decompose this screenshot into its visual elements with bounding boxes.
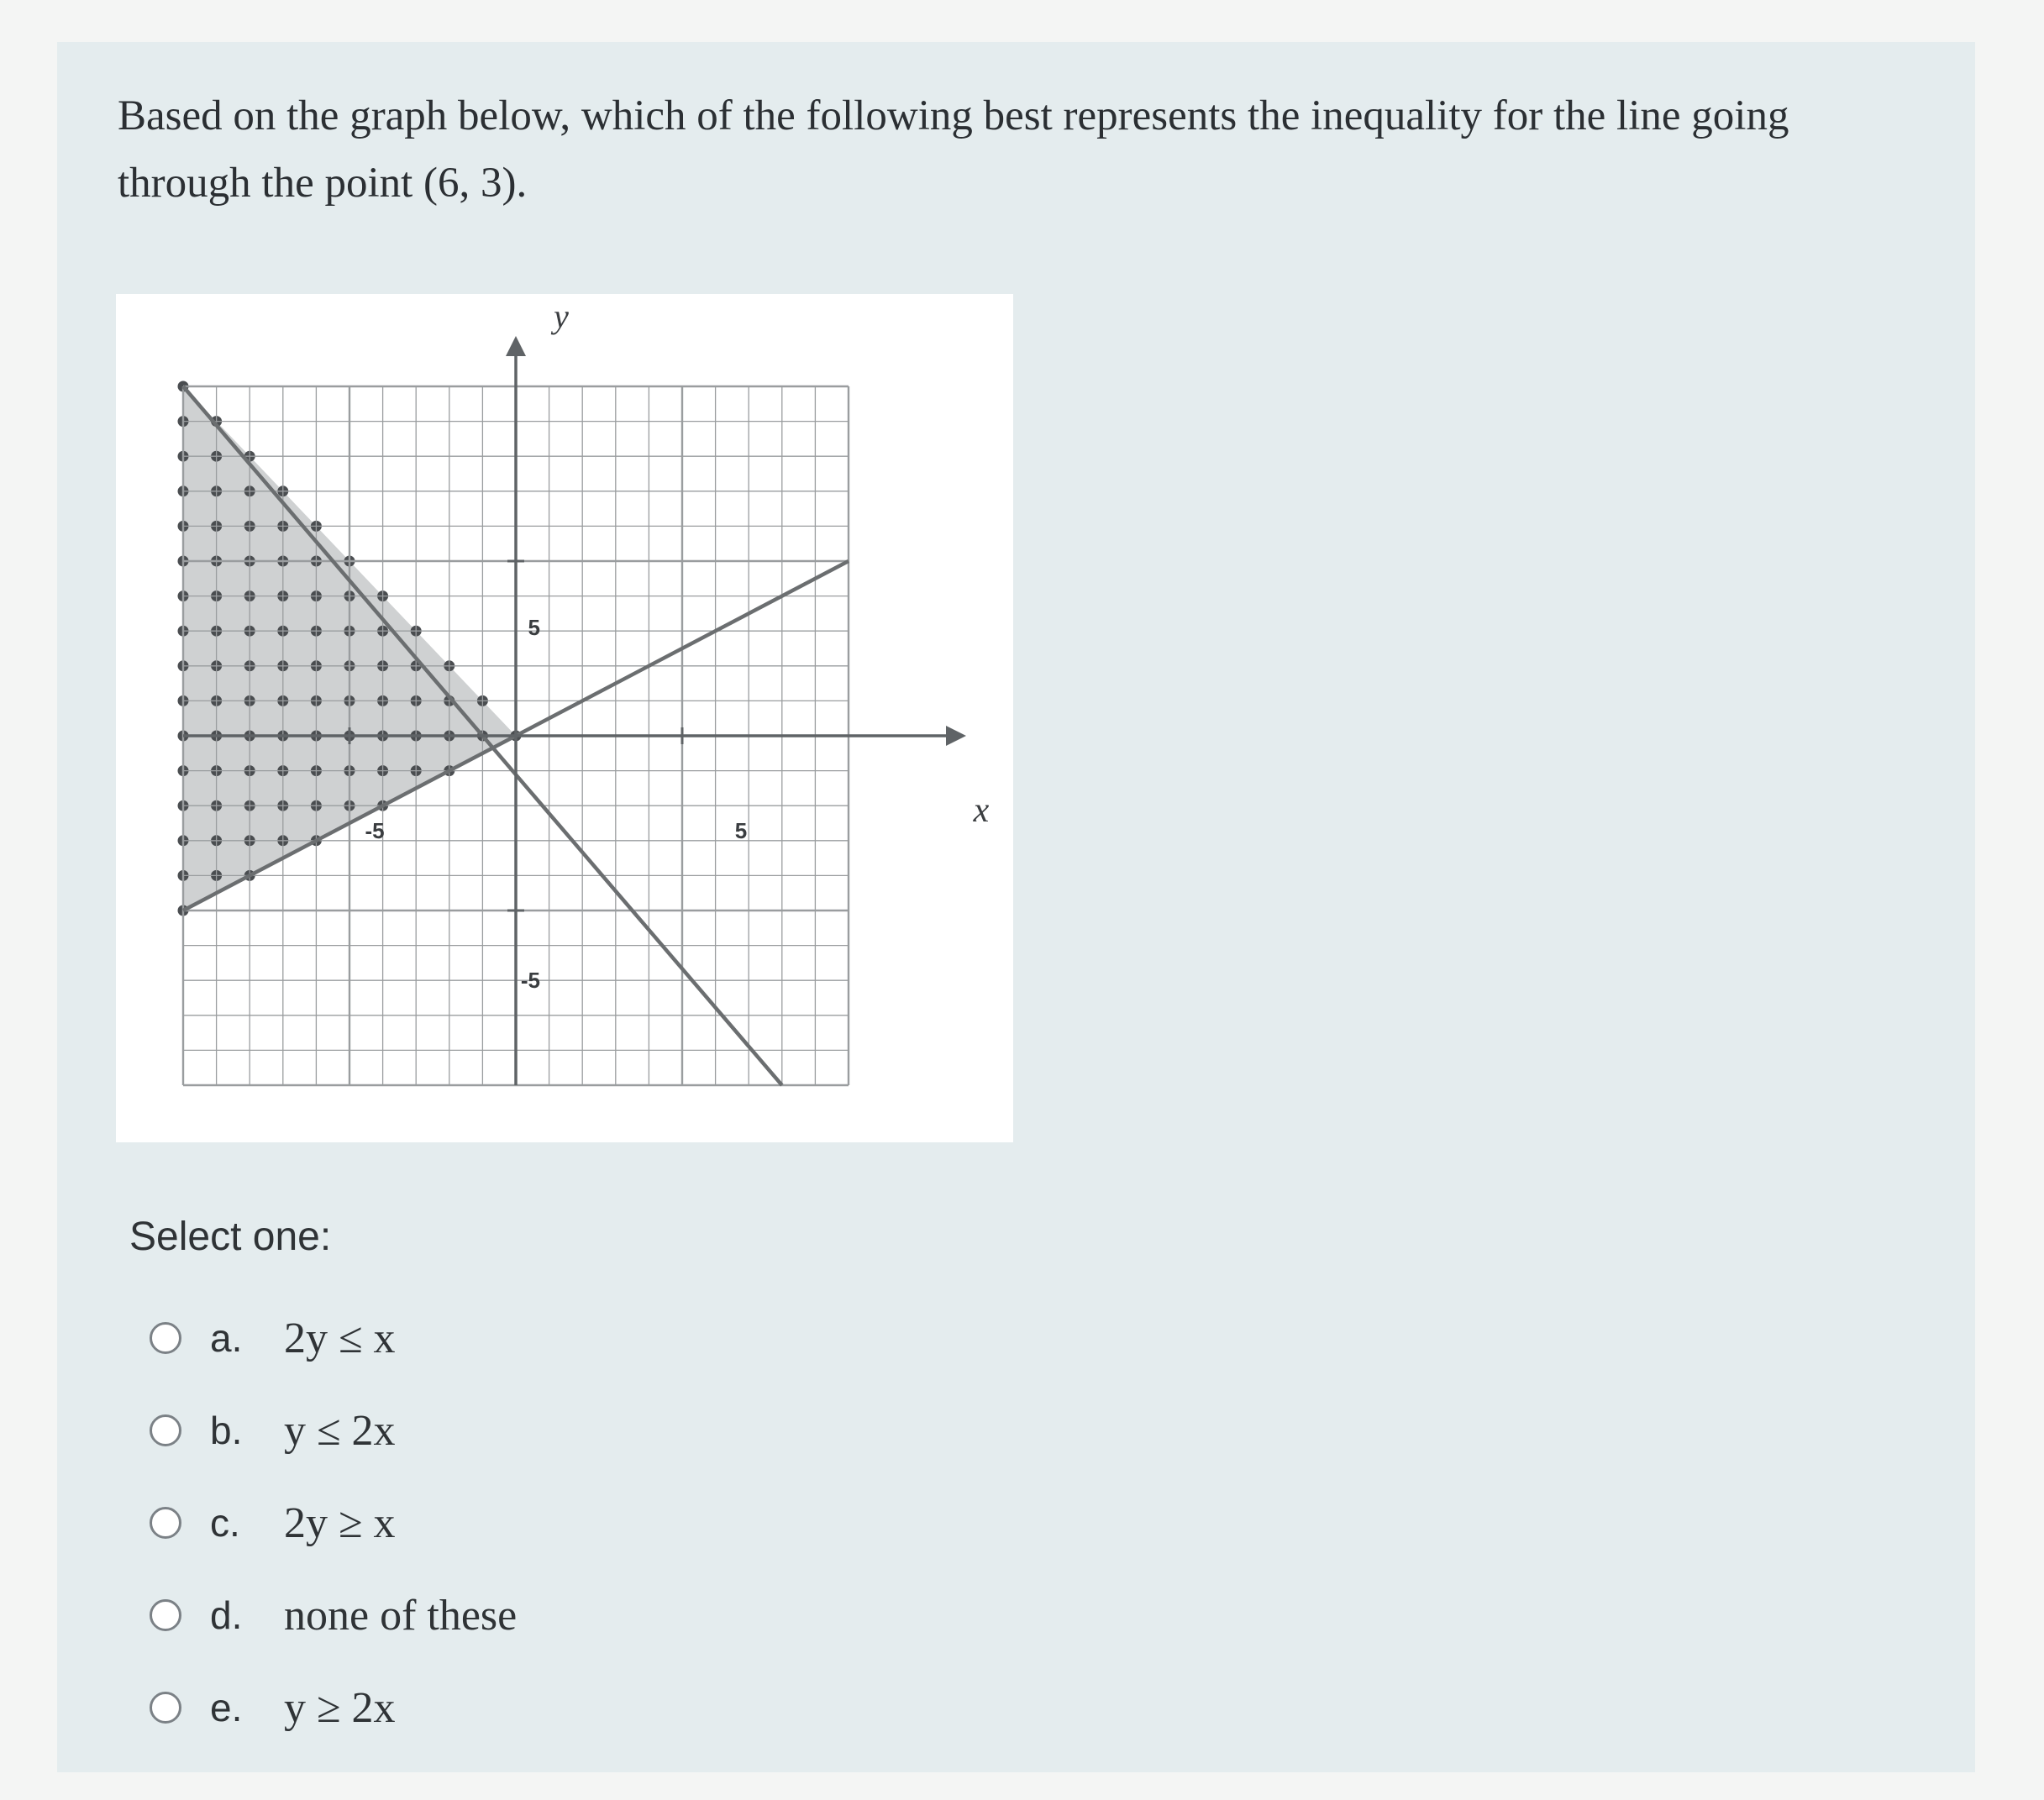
option-d-letter: d.	[210, 1593, 243, 1637]
answer-options	[150, 1292, 517, 1754]
coordinate-graph	[116, 294, 1013, 1142]
option-b-letter: b.	[210, 1409, 243, 1452]
option-e[interactable]	[150, 1661, 517, 1754]
radio-button-b[interactable]	[150, 1414, 181, 1446]
radio-button-c[interactable]	[150, 1507, 181, 1539]
option-a-letter: a.	[210, 1316, 243, 1360]
option-b-text: y ≤ 2x	[284, 1406, 396, 1455]
y-tick-label-5: 5	[528, 615, 540, 640]
select-one-label: Select one:	[129, 1215, 332, 1259]
radio-button-e[interactable]	[150, 1692, 181, 1724]
graph-image	[116, 294, 1013, 1142]
option-e-text: y ≥ 2x	[284, 1683, 396, 1732]
option-d[interactable]	[150, 1569, 517, 1661]
y-tick-label-neg5: -5	[520, 968, 540, 993]
x-tick-label-5: 5	[734, 818, 748, 843]
option-b[interactable]	[150, 1384, 517, 1477]
option-d-text: none of these	[284, 1591, 518, 1640]
option-c-letter: c.	[210, 1501, 240, 1545]
x-tick-label-neg5: -5	[365, 818, 385, 843]
y-axis-label: y	[554, 297, 569, 335]
x-axis-arrow-icon	[946, 726, 966, 746]
question-card	[57, 42, 1975, 1772]
question-text: Based on the graph below, which of the following best represents the inequality for the line going through the point (6, 3).	[118, 92, 1789, 207]
option-e-letter: e.	[210, 1686, 243, 1729]
option-a-text: 2y ≤ x	[284, 1314, 396, 1362]
option-c[interactable]	[150, 1477, 517, 1569]
y-axis-arrow-icon	[506, 336, 526, 356]
option-a[interactable]	[150, 1292, 517, 1384]
option-c-text: 2y ≥ x	[284, 1498, 396, 1547]
x-axis-label: x	[973, 791, 990, 830]
radio-button-a[interactable]	[150, 1322, 181, 1354]
radio-button-d[interactable]	[150, 1599, 181, 1631]
